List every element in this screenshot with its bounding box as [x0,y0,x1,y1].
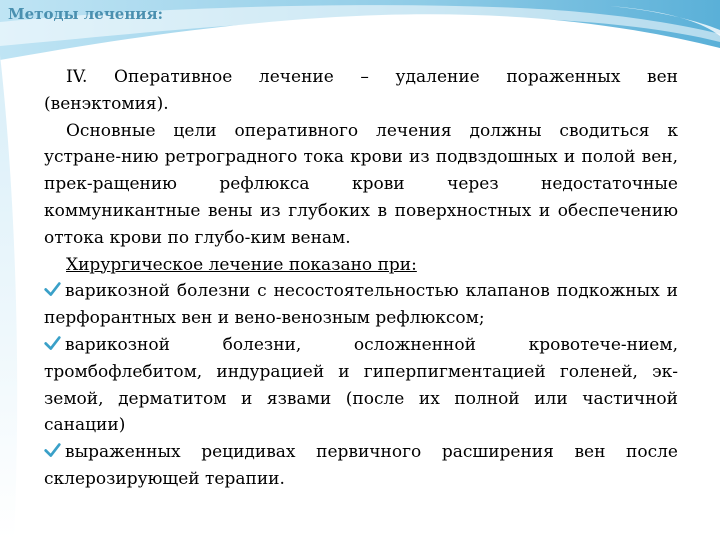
bullet-item [44,439,678,493]
checkmark-icon [44,281,61,298]
bullet-item [44,278,678,332]
bullet-text: варикозной болезни с несостоятельностью клапанов подкожных и перфорантных вен и вено-венозным рефлюксом; [44,281,678,329]
checkmark-icon [44,442,61,459]
bullet-text: варикозной болезни, осложненной кровотече-нием, тромбофлебитом, индурацией и гиперпигментацией голеней, эк-земой, дерматитом и язвами (после их полной или частичной санации) [44,334,678,436]
intro-paragraph: IV. Оперативное лечение – удаление пораженных вен (венэктомия). [44,67,678,114]
checkmark-icon [44,335,61,352]
slide-content [44,64,678,493]
bullet-text: выраженных рецидивах первичного расширения вен после склерозирующей терапии. [44,442,678,489]
indications-heading: Хирургическое лечение показано при: [66,254,417,275]
slide-title: Методы лечения: [8,5,164,23]
left-edge-band [0,55,17,540]
bullet-item [44,332,678,439]
goals-paragraph: Основные цели оперативного лечения должны сводиться к устране-нию ретроградного тока крови из подвздошных и полой вен, прек-ращению рефлюкса крови через недостаточные коммуникантные вены из глубоких в поверхностных и обеспечению оттока крови по глубо-ким венам. [44,120,678,248]
